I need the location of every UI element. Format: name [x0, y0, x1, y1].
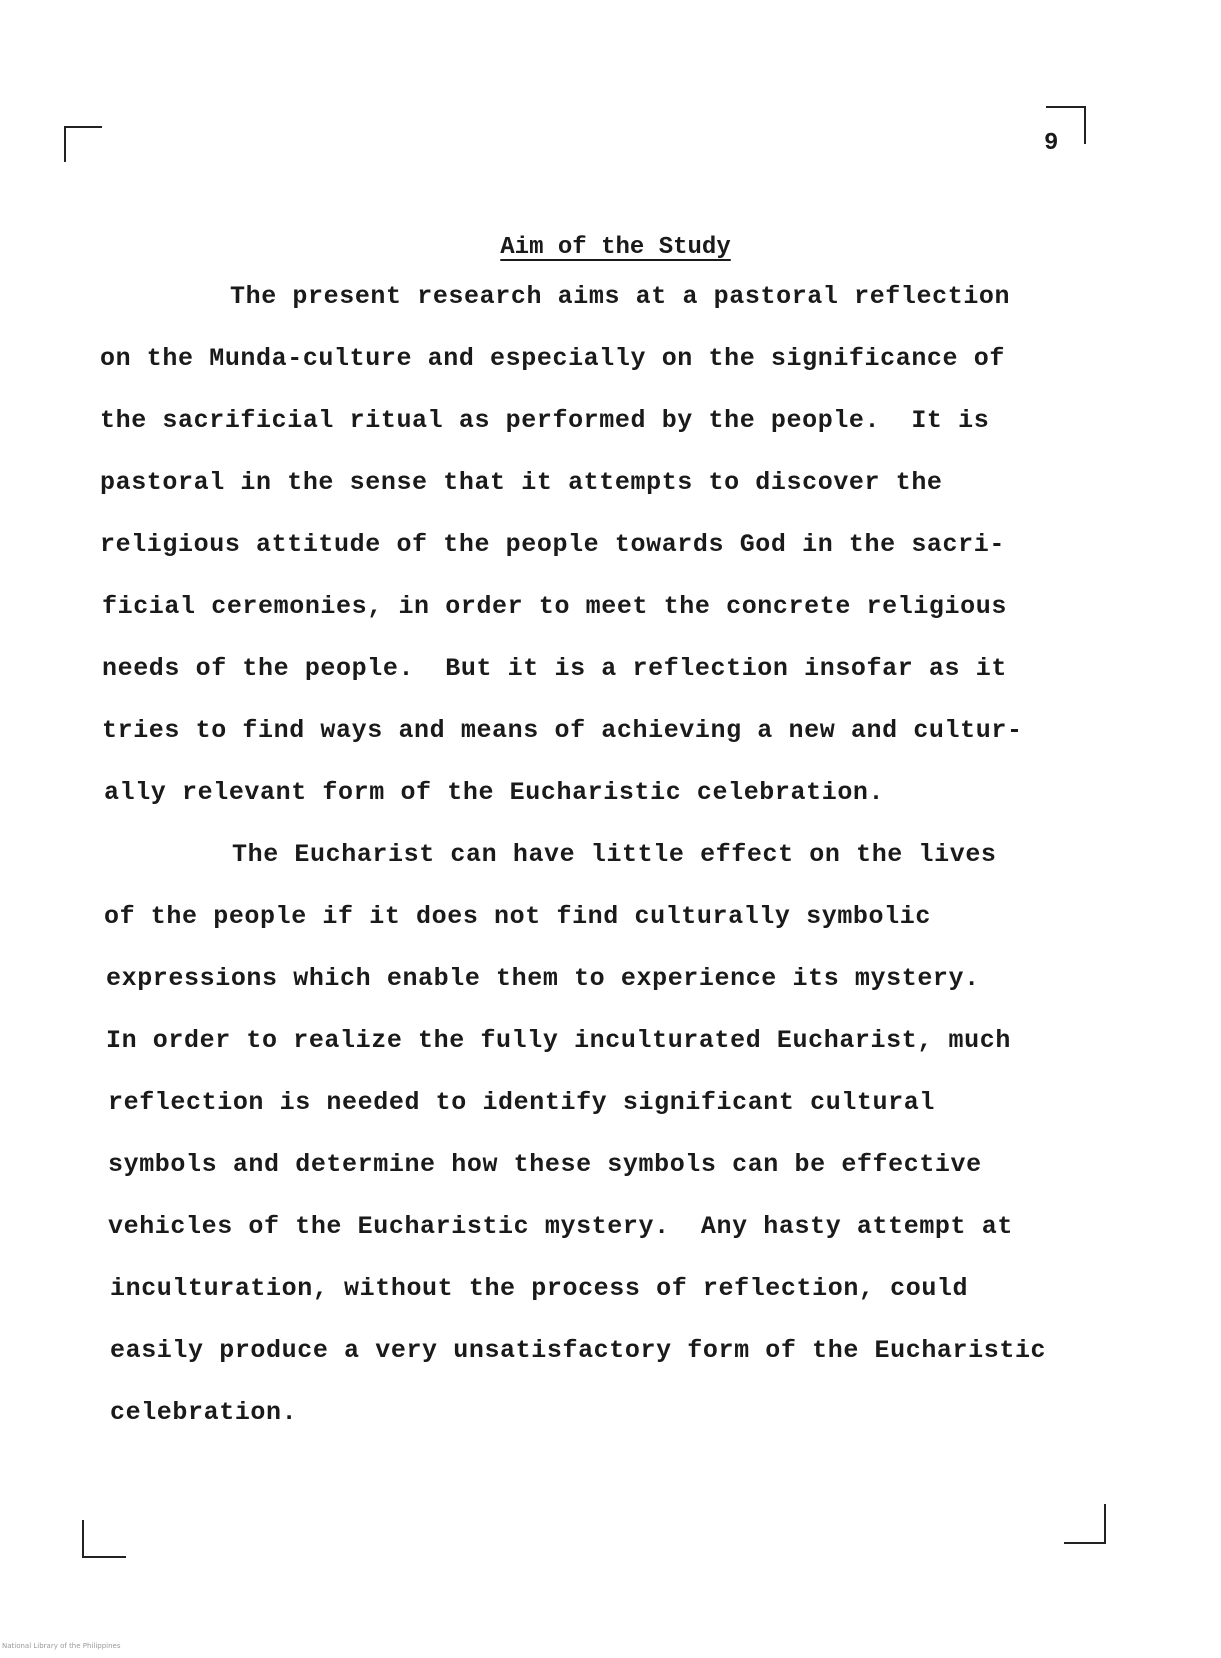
text-line: ficial ceremonies, in order to meet the concrete religious: [102, 592, 1007, 621]
text-line: the sacrificial ritual as performed by the people. It is: [100, 406, 990, 435]
text-line: easily produce a very unsatisfactory form of the Eucharistic: [110, 1336, 1047, 1365]
text-line: symbols and determine how these symbols can be effective: [108, 1150, 982, 1179]
text-line: religious attitude of the people towards God in the sacri-: [100, 530, 1005, 559]
text-line: inculturation, without the process of reflection, could: [110, 1274, 969, 1303]
text-line: reflection is needed to identify significant cultural: [108, 1088, 935, 1117]
text-line: expressions which enable them to experience its mystery.: [106, 964, 980, 993]
page-number: 9: [1044, 130, 1059, 157]
text-line: In order to realize the fully inculturated Eucharist, much: [106, 1026, 1011, 1055]
crop-mark-top-left: [64, 126, 102, 162]
crop-mark-bottom-left: [82, 1520, 126, 1558]
text-line: of the people if it does not find culturally symbolic: [104, 902, 931, 931]
text-line: tries to find ways and means of achieving a new and cultur-: [102, 716, 1023, 745]
text-line: ally relevant form of the Eucharistic celebration.: [104, 778, 885, 807]
text-line: needs of the people. But it is a reflection insofar as it: [102, 654, 1007, 683]
scan-footer-tag: National Library of the Philippines: [2, 1642, 121, 1650]
section-heading: Aim of the Study: [500, 234, 731, 261]
text-line: celebration.: [110, 1398, 298, 1427]
text-line: The Eucharist can have little effect on the lives: [232, 840, 997, 869]
text-line: on the Munda-culture and especially on the significance of: [100, 344, 1005, 373]
crop-mark-bottom-right: [1064, 1504, 1106, 1544]
text-line: vehicles of the Eucharistic mystery. Any hasty attempt at: [108, 1212, 1013, 1241]
text-line: pastoral in the sense that it attempts to discover the: [100, 468, 943, 497]
text-line: The present research aims at a pastoral reflection: [230, 282, 1011, 311]
